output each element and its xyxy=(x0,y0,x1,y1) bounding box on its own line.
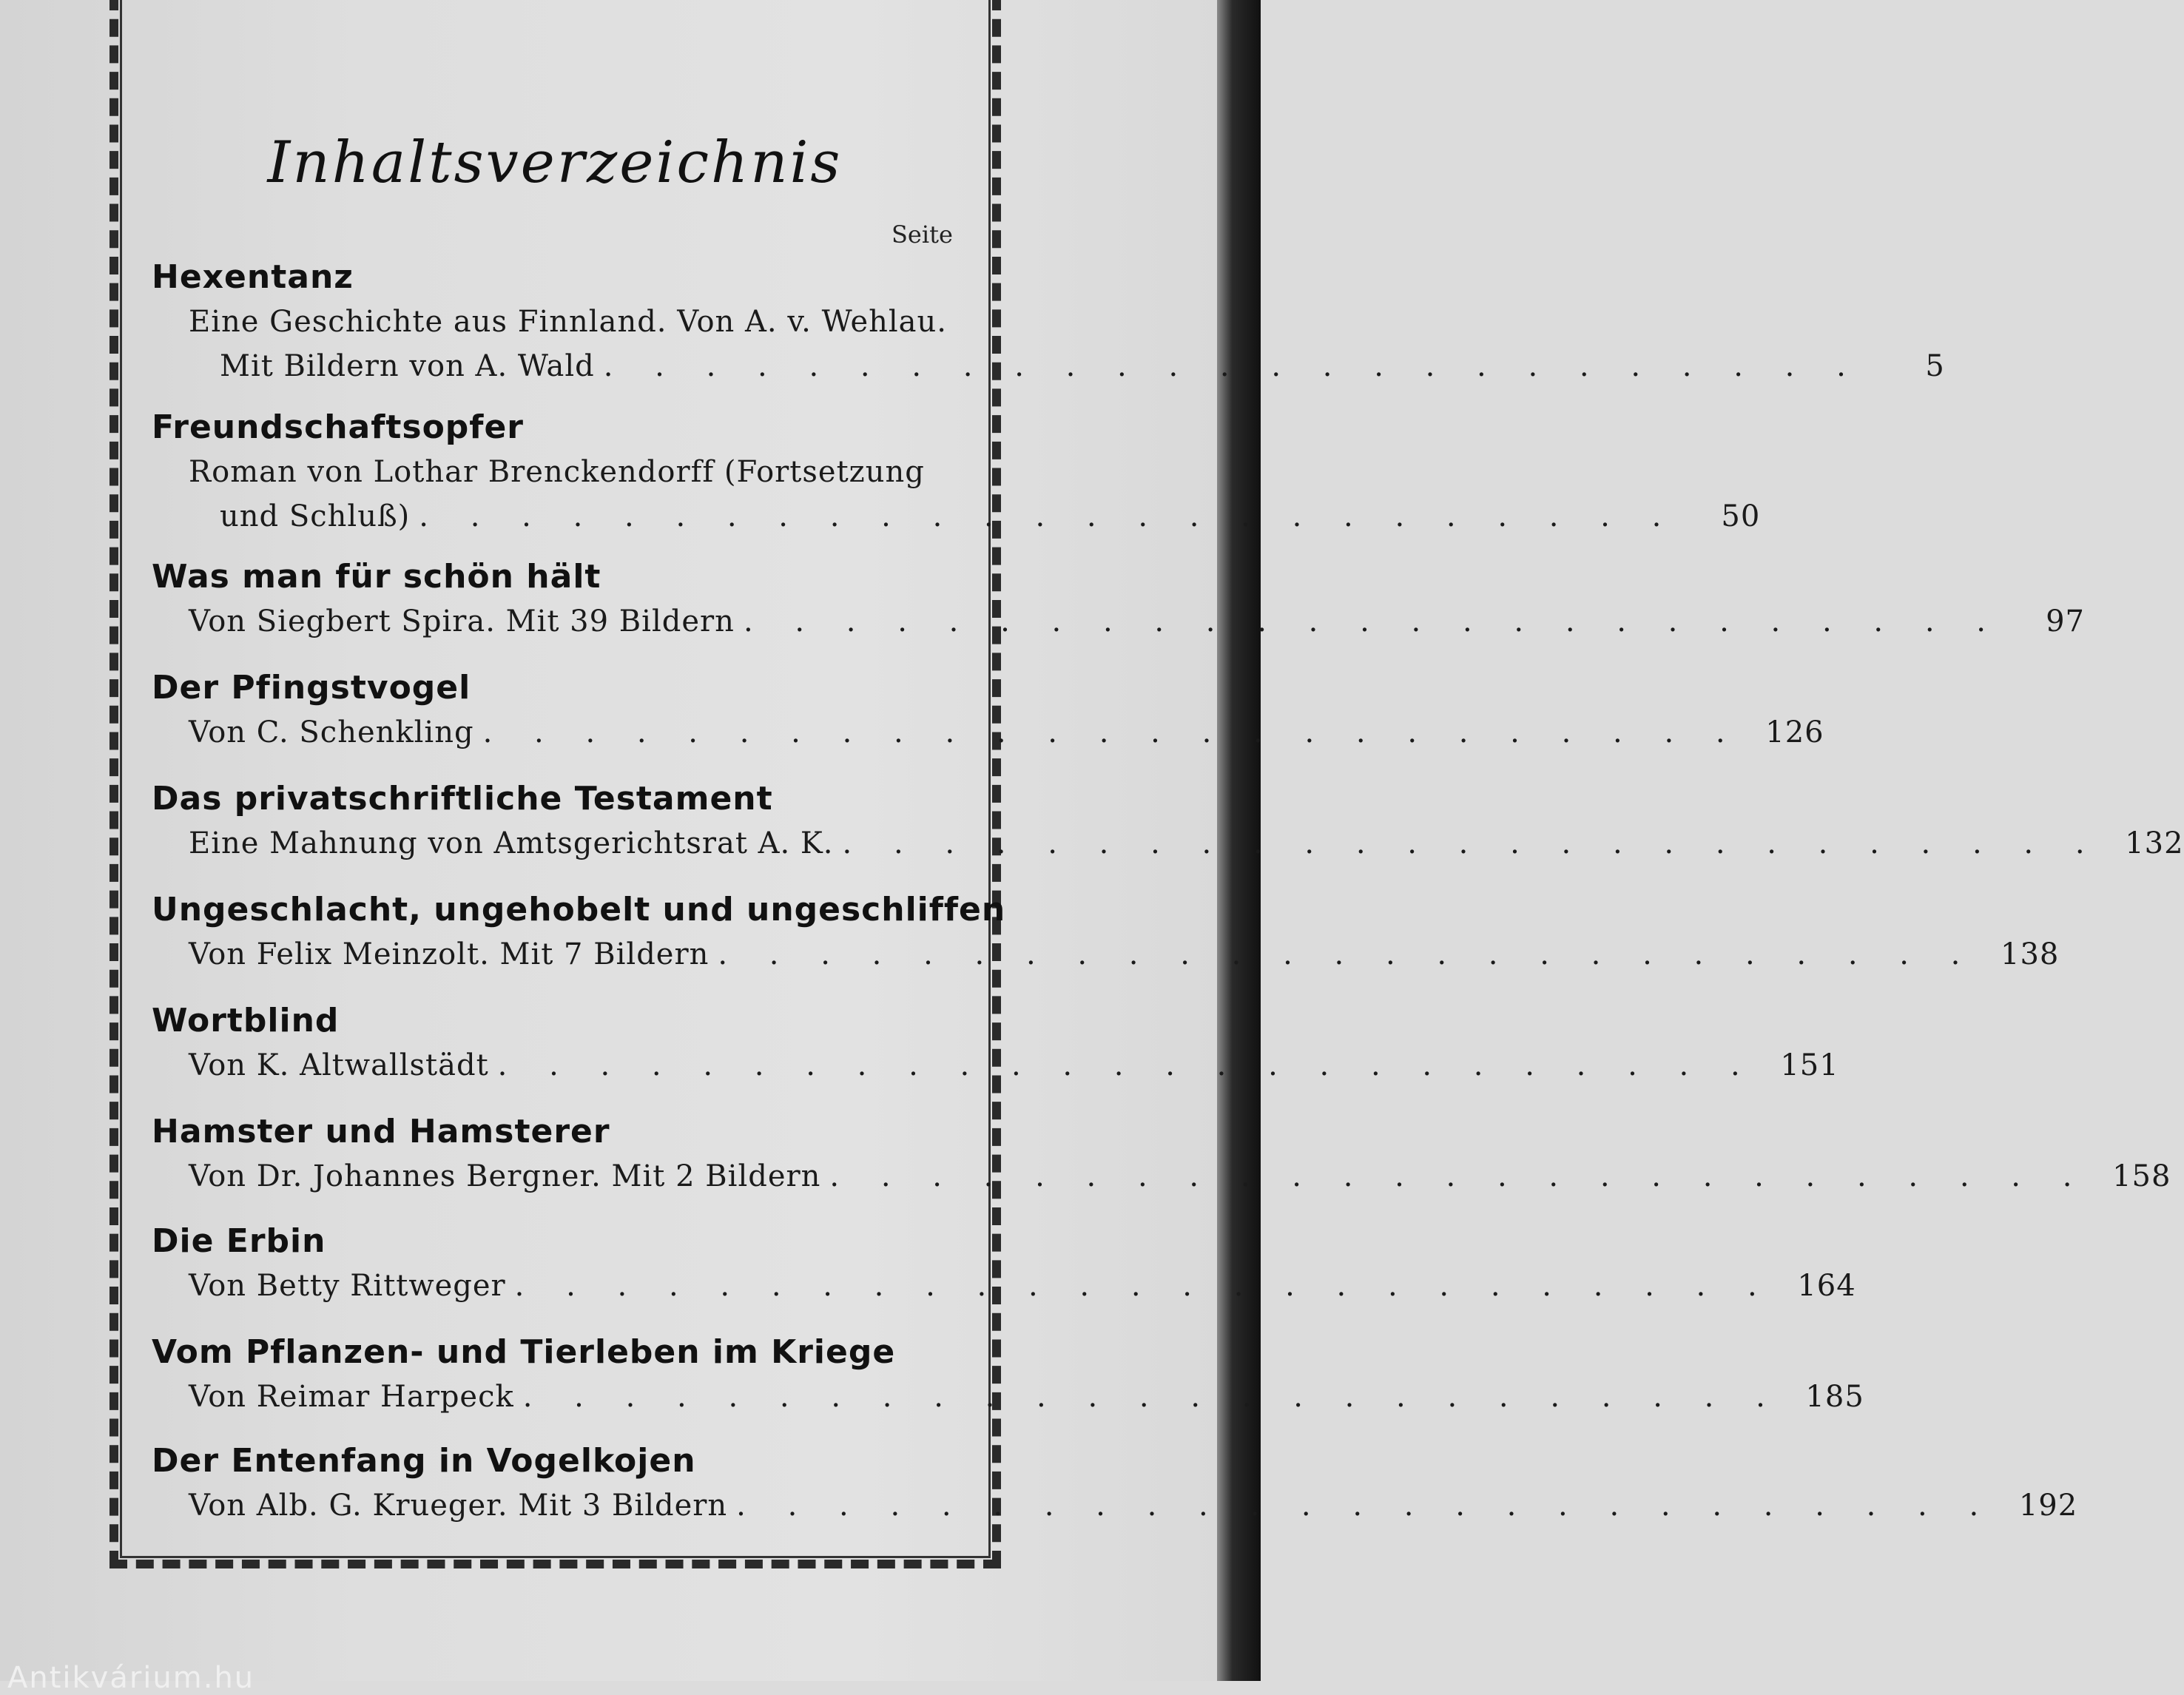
toc-entry-title: Der Pfingstvogel xyxy=(152,669,471,707)
toc-page-number: 126 xyxy=(1765,715,1824,749)
toc-entry xyxy=(152,1330,1864,1419)
toc-entry-title: Was man für schön hält xyxy=(152,558,601,596)
toc-entry-text: Eine Geschichte aus Finnland. Von A. v. Wehlau. xyxy=(189,305,948,339)
leader-dots: . . . . . . . . . . . . . . . . . . . . . . . . . xyxy=(514,1269,1773,1303)
toc-entry xyxy=(152,1439,2078,1528)
toc-page-number: 132 xyxy=(2125,826,2184,860)
leader-dots: . . . . . . . . . . . . . . . . . . . . . . . . . xyxy=(736,1489,1995,1523)
toc-entry-line xyxy=(152,821,2184,866)
toc-entry-line xyxy=(152,1483,2078,1528)
toc-entry-line xyxy=(152,599,2085,644)
toc-entry-line xyxy=(152,1264,1856,1308)
toc-entry-line xyxy=(152,1375,1864,1419)
toc-entry-title: Ungeschlacht, ungehobelt und ungeschliffen xyxy=(152,891,1006,929)
toc-entry-line xyxy=(152,932,2060,977)
toc-entry-text: Von C. Schenkling xyxy=(189,715,474,749)
leader-dots: . . . . . . . . . . . . . . . . . . . . . . . . . xyxy=(482,715,1742,749)
toc-entry xyxy=(152,405,1761,539)
leader-dots: . . . . . . . . . . . . . . . . . . . . . . . . . xyxy=(718,937,1977,971)
toc-entry xyxy=(152,555,2085,644)
toc-entry-line xyxy=(152,1154,2171,1199)
toc-entry-text: Von Dr. Johannes Bergner. Mit 2 Bildern xyxy=(189,1159,821,1193)
toc-page-number: 138 xyxy=(2001,937,2060,971)
toc-entry-text: Von Reimar Harpeck xyxy=(189,1380,514,1414)
toc-entry xyxy=(152,999,1839,1088)
page-title: Inhaltsverzeichnis xyxy=(267,129,843,196)
toc-page-number: 97 xyxy=(2046,604,2085,638)
toc-entry-text: Eine Mahnung von Amtsgerichtsrat A. K. xyxy=(189,826,834,860)
toc-entry-title: Wortblind xyxy=(152,1002,340,1039)
toc-entry-title: Freundschaftsopfer xyxy=(152,408,524,446)
toc-entry-title: Die Erbin xyxy=(152,1222,326,1260)
toc-entry-text: Von Felix Meinzolt. Mit 7 Bildern xyxy=(189,937,710,971)
watermark: Antikvárium.hu xyxy=(7,1661,255,1695)
toc-entry-text: Von Alb. G. Krueger. Mit 3 Bildern xyxy=(189,1489,728,1523)
toc-page-number: 192 xyxy=(2018,1489,2078,1523)
leader-dots: . . . . . . . . . . . . . . . . . . . . . . . . . xyxy=(497,1048,1756,1082)
toc-page-number: 50 xyxy=(1721,499,1761,533)
leader-dots: . . . . . . . . . . . . . . . . . . . . . . . . . xyxy=(419,499,1678,533)
toc-entry-title: Der Entenfang in Vogelkojen xyxy=(152,1442,696,1480)
toc-page-number: 164 xyxy=(1797,1269,1856,1303)
toc-entry-line xyxy=(152,494,1761,539)
toc-entry-text: Von K. Altwallstädt xyxy=(189,1048,489,1082)
toc-entry xyxy=(152,1219,1856,1308)
toc-page-number: 5 xyxy=(1925,349,1945,383)
toc-entry-title: Das privatschriftliche Testament xyxy=(152,780,773,818)
leader-dots: . . . . . . . . . . . . . . . . . . . . . . . . . xyxy=(743,604,2002,638)
toc-entry xyxy=(152,1110,2171,1199)
toc-entry-text: Roman von Lothar Brenckendorff (Fortsetzung xyxy=(189,455,925,489)
toc-entry xyxy=(152,255,1945,388)
toc-entry xyxy=(152,888,2060,977)
toc-entry-line xyxy=(152,300,958,344)
toc-entry-title: Hamster und Hamsterer xyxy=(152,1113,610,1150)
page-column-label: Seite xyxy=(892,220,953,249)
toc-entry-text: Von Betty Rittweger xyxy=(189,1269,506,1303)
toc-entry-line xyxy=(152,344,1945,388)
toc-page-number: 185 xyxy=(1805,1380,1864,1414)
toc-page-number: 151 xyxy=(1780,1048,1839,1082)
leader-dots: . . . . . . . . . . . . . . . . . . . . . . . . . xyxy=(842,826,2101,860)
toc-entry-line xyxy=(152,710,1824,755)
toc-entry-line xyxy=(152,450,958,494)
toc-entry-title: Vom Pflanzen- und Tierleben im Kriege xyxy=(152,1333,896,1371)
leader-dots: . . . . . . . . . . . . . . . . . . . . . . . . . xyxy=(603,349,1862,383)
toc-entry-text: Mit Bildern von A. Wald xyxy=(220,349,595,383)
leader-dots: . . . . . . . . . . . . . . . . . . . . . . . . . xyxy=(522,1380,1782,1414)
toc-entry-text: und Schluß) xyxy=(220,499,411,533)
toc-entry-text: Von Siegbert Spira. Mit 39 Bildern xyxy=(189,604,735,638)
toc-entry-title: Hexentanz xyxy=(152,258,354,296)
toc-entry-line xyxy=(152,1043,1839,1088)
toc-entry xyxy=(152,666,1824,755)
toc-entry xyxy=(152,777,2184,866)
toc-page-number: 158 xyxy=(2112,1159,2171,1193)
leader-dots: . . . . . . . . . . . . . . . . . . . . . . . . . xyxy=(829,1159,2089,1193)
